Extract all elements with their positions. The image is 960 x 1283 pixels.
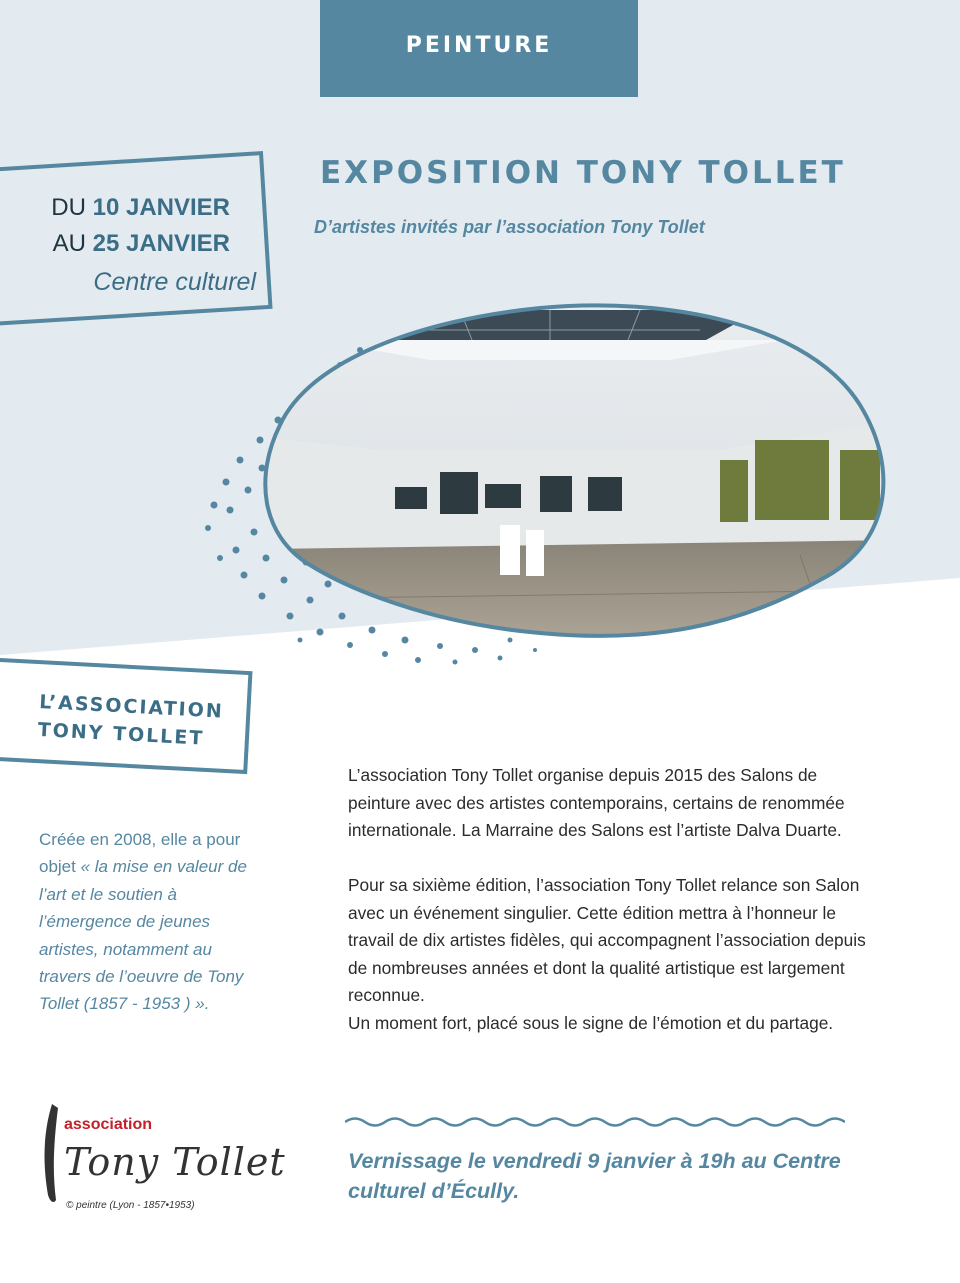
exhibition-title: EXPOSITION TONY TOLLET	[320, 155, 846, 191]
logo-copyright: © peintre (Lyon - 1857•1953)	[66, 1200, 195, 1211]
date-end-prefix: AU	[52, 230, 86, 257]
date-start	[40, 190, 230, 226]
date-end	[40, 226, 230, 262]
date-end-value: 25 JANVIER	[92, 230, 230, 257]
date-start-value: 10 JANVIER	[92, 194, 230, 221]
association-description-quote: « la mise en valeur de l’art et le soutien à l’émergence de jeunes artistes, notamment au travers de l’oeuvre de Tony Tollet (1857 - 1953 ) ».	[39, 857, 247, 1014]
vernissage-announcement: Vernissage le vendredi 9 janvier à 19h au Centre culturel d’Écully.	[348, 1149, 841, 1203]
association-description	[39, 826, 249, 1018]
venue: Centre culturel	[93, 268, 256, 296]
logo-association-label: association	[64, 1116, 153, 1133]
wave-divider	[345, 1112, 845, 1132]
association-title-line2: TONY TOLLET	[37, 718, 205, 750]
main-body-text	[348, 762, 868, 1037]
logo-signature: Tony Tollet	[64, 1140, 286, 1184]
category-label: PEINTURE	[405, 33, 553, 58]
association-description-intro: Créée en 2008, elle a pour objet	[39, 830, 241, 877]
body-paragraph-1: L’association Tony Tollet organise depuis 2015 des Salons de peinture avec des artistes contemporains, certains de renommée internationale. La Marraine des Salons est l’artiste Dalva Duarte.	[348, 765, 845, 840]
association-title-line1: L’ASSOCIATION	[38, 690, 225, 723]
date-start-prefix: DU	[51, 194, 86, 221]
category-tab	[320, 0, 638, 97]
gallery-photo	[200, 300, 900, 670]
date-block	[40, 190, 256, 302]
body-paragraph-3: Un moment fort, placé sous le signe de l’émotion et du partage.	[348, 1012, 834, 1033]
body-paragraph-2: Pour sa sixième édition, l’association Tony Tollet relance son Salon avec un événement singulier. Cette édition mettra à l’honneur le travail de dix artistes fidèles, qui accompagnent l’association depuis de nombreuses années et dont la qualité artistique est largement reconnue.	[348, 875, 866, 1005]
association-logo	[34, 1100, 286, 1220]
association-title	[37, 688, 224, 754]
exhibition-subtitle: D’artistes invités par l’association Tony Tollet	[314, 217, 705, 237]
